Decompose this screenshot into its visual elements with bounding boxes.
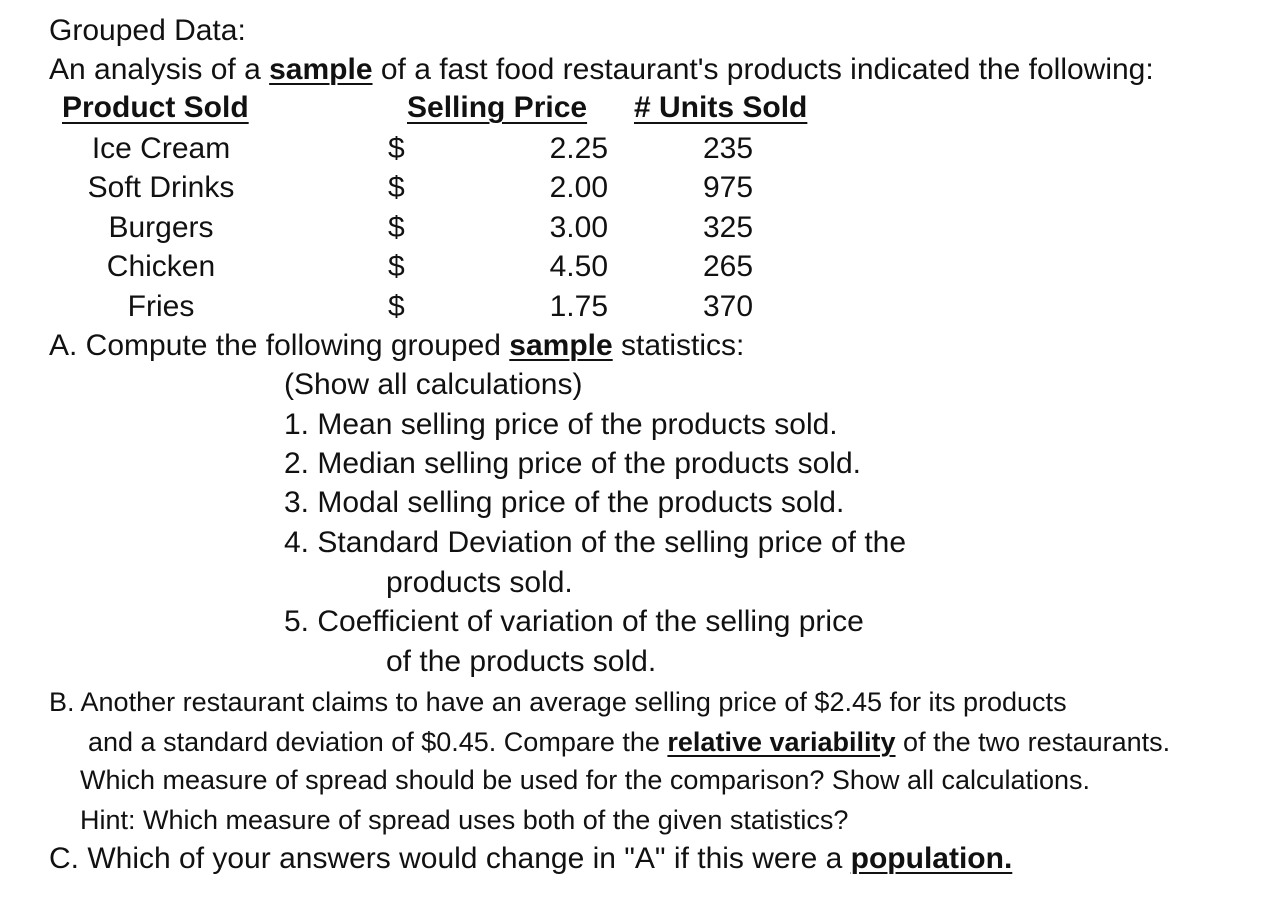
product-cell: Fries xyxy=(127,290,195,323)
heading: Grouped Data: xyxy=(49,14,246,47)
part-b-line-1: B. Another restaurant claims to have an average selling price of $2.45 for its products xyxy=(49,687,1067,717)
currency-cell: $ xyxy=(388,211,405,244)
part-b-hint: Hint: Which measure of spread uses both of the given statistics? xyxy=(80,805,849,835)
product-cell: Soft Drinks xyxy=(87,171,235,204)
list-item: 3. Modal selling price of the products sold. xyxy=(284,486,845,519)
part-b-line-3: Which measure of spread should be used for the comparison? Show all calculations. xyxy=(80,765,1091,795)
product-cell: Ice Cream xyxy=(91,132,231,165)
price-cell: 2.25 xyxy=(549,132,608,165)
list-item: 5. Coefficient of variation of the selling price xyxy=(284,605,864,638)
units-cell: 325 xyxy=(702,211,754,244)
list-item: 1. Mean selling price of the products sold. xyxy=(284,408,838,441)
part-a-before: A. Compute the following grouped xyxy=(49,329,510,362)
part-a-note: (Show all calculations) xyxy=(284,368,583,401)
units-cell: 975 xyxy=(702,171,754,204)
intro-before: An analysis of a xyxy=(49,53,270,86)
part-a-prompt xyxy=(49,331,744,361)
header-selling-price: Selling Price xyxy=(407,91,588,124)
header-units-sold: # Units Sold xyxy=(634,91,808,124)
part-b-emphasis: relative variability xyxy=(667,727,896,757)
part-a-after: statistics: xyxy=(612,329,745,362)
part-c xyxy=(49,844,1012,874)
currency-cell: $ xyxy=(388,250,405,283)
part-b-line-2-after: of the two restaurants. xyxy=(895,727,1171,757)
part-a-emphasis: sample xyxy=(509,329,613,362)
part-c-emphasis: population. xyxy=(850,842,1013,875)
list-item-continuation: of the products sold. xyxy=(386,645,657,678)
list-item: 2. Median selling price of the products sold. xyxy=(284,447,861,480)
part-b-line-2 xyxy=(88,729,1170,756)
units-cell: 265 xyxy=(702,250,754,283)
price-cell: 2.00 xyxy=(549,171,608,204)
list-item-continuation: products sold. xyxy=(386,566,573,599)
price-cell: 1.75 xyxy=(549,290,608,323)
currency-cell: $ xyxy=(388,290,405,323)
units-cell: 370 xyxy=(702,290,754,323)
list-item: 4. Standard Deviation of the selling price of the xyxy=(284,526,907,559)
product-cell: Burgers xyxy=(108,211,214,244)
product-cell: Chicken xyxy=(106,250,216,283)
intro-text xyxy=(49,55,1154,85)
price-cell: 4.50 xyxy=(549,250,608,283)
part-c-before: C. Which of your answers would change in "A" if this were a xyxy=(49,842,851,875)
currency-cell: $ xyxy=(388,171,405,204)
header-product-sold: Product Sold xyxy=(62,91,249,124)
intro-after: of a fast food restaurant's products indicated the following: xyxy=(372,53,1154,86)
currency-cell: $ xyxy=(388,132,405,165)
price-cell: 3.00 xyxy=(549,211,608,244)
intro-emphasis: sample xyxy=(269,53,373,86)
units-cell: 235 xyxy=(702,132,754,165)
part-b-line-2-before: and a standard deviation of $0.45. Compare the xyxy=(88,727,668,757)
